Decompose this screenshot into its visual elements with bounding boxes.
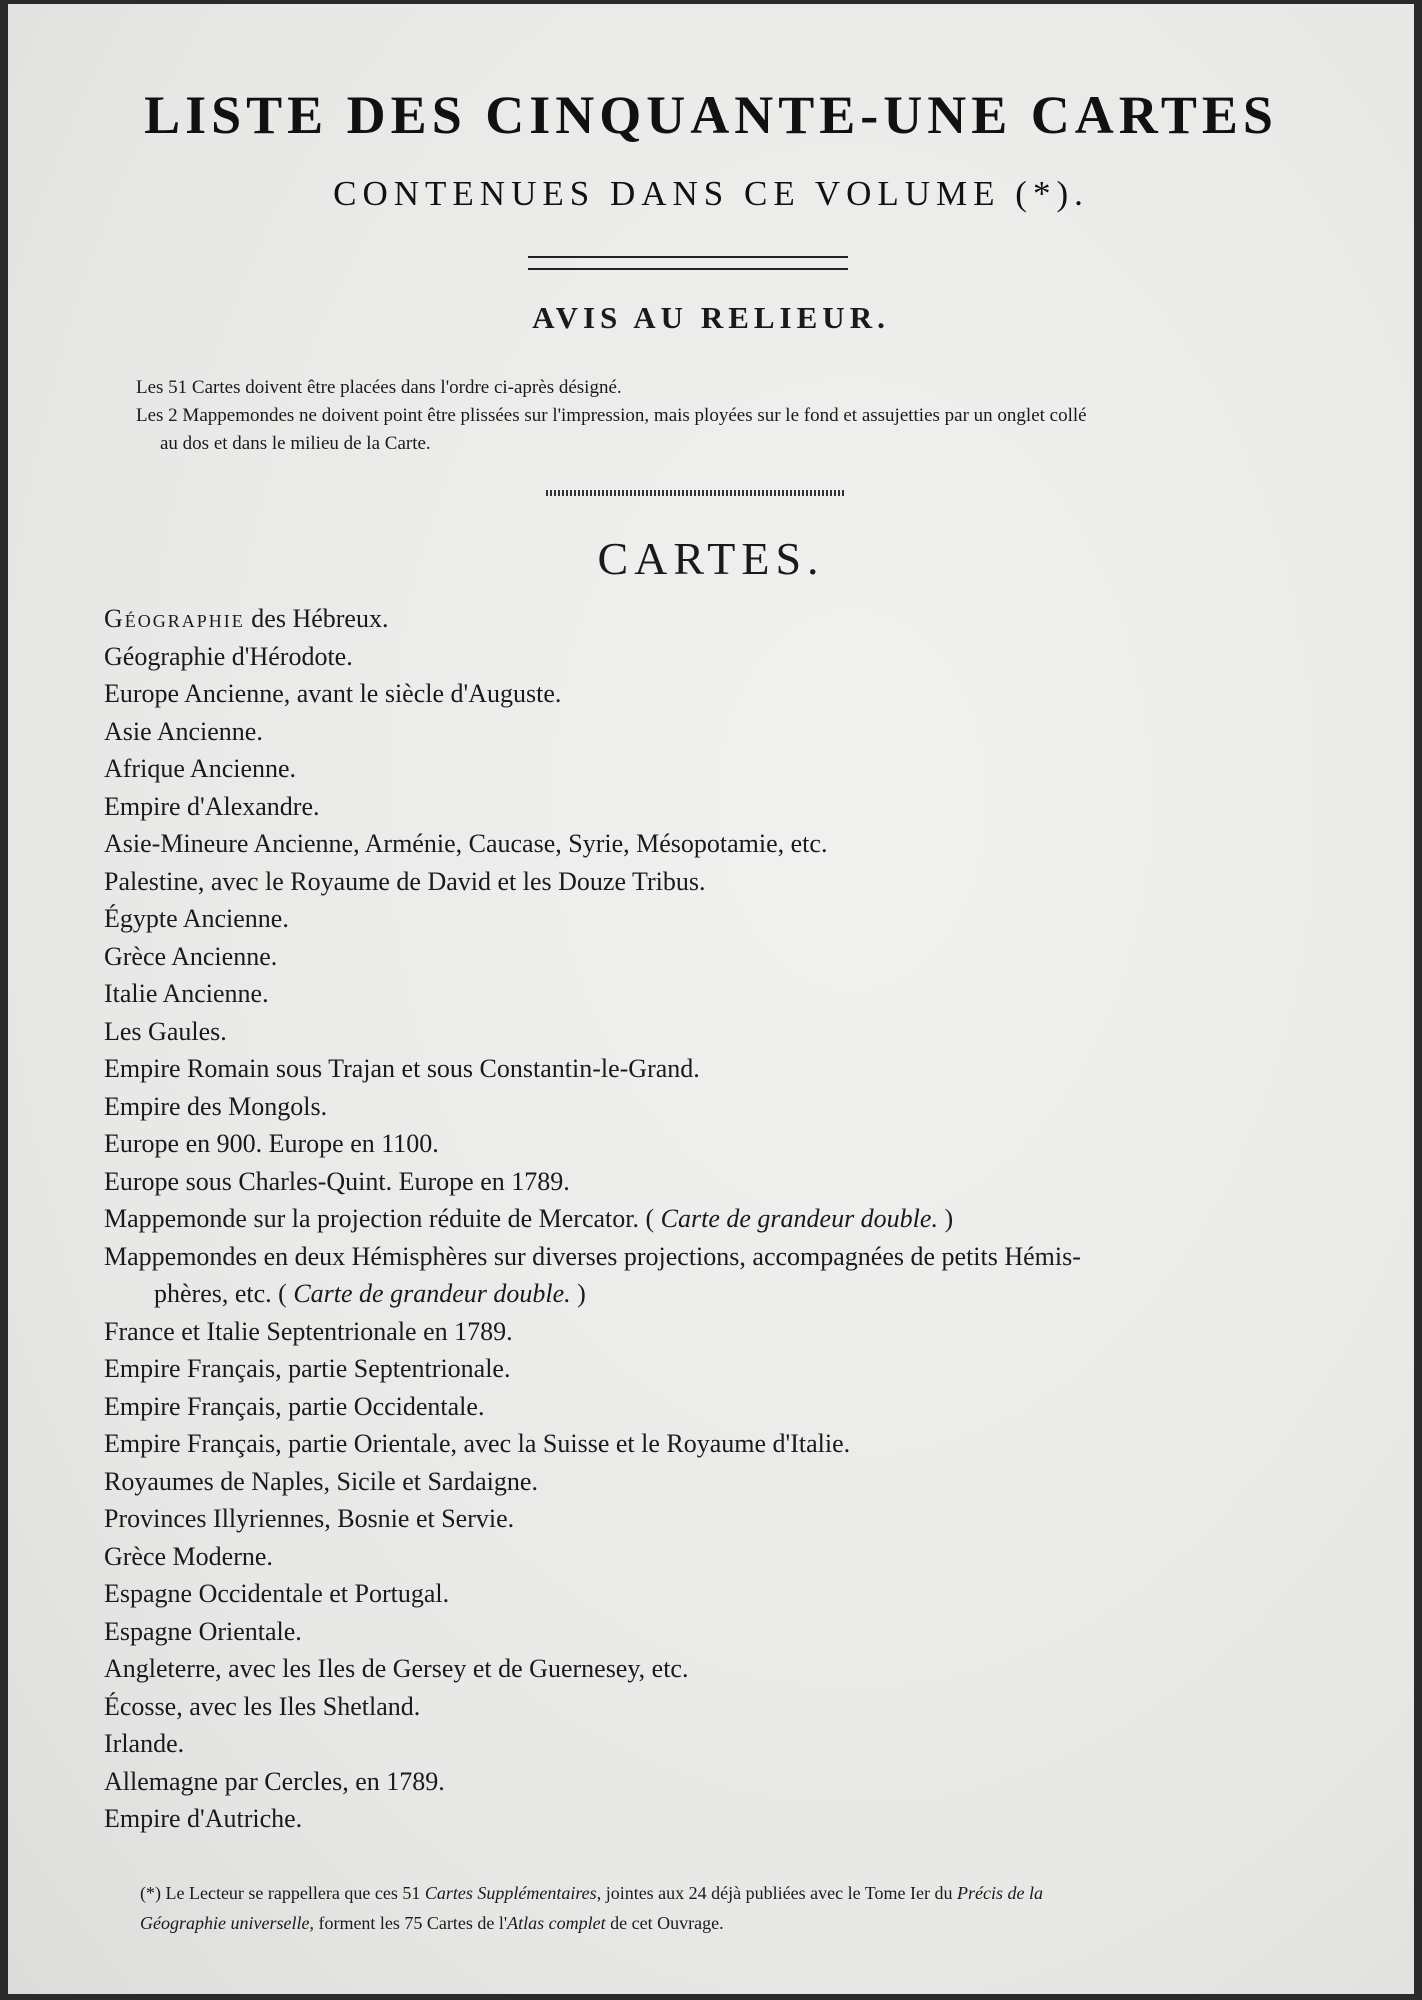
list-item: Espagne Occidentale et Portugal. <box>104 1579 450 1608</box>
list-item <box>104 1200 1334 1238</box>
list-item: Empire des Mongols. <box>104 1091 328 1121</box>
avis-heading: AVIS AU RELIEUR. <box>532 300 890 335</box>
list-item: Angleterre, avec les Iles de Gersey et de Guernesey, etc. <box>104 1654 689 1683</box>
hemis-close: ) <box>577 1279 586 1308</box>
hemis-continuation <box>104 1275 1334 1313</box>
list-item: Empire Romain sous Trajan et sous Constantin-le-Grand. <box>104 1054 700 1083</box>
first-rest: des Hébreux. <box>244 604 389 633</box>
list-item: France et Italie Septentrionale en 1789. <box>104 1316 513 1346</box>
double-rule-divider <box>528 256 848 270</box>
list-item: Provinces Illyriennes, Bosnie et Servie. <box>104 1504 515 1533</box>
footnote-text: , forment les 75 Cartes de l' <box>309 1913 508 1933</box>
avis-line: au dos et dans le milieu de la Carte. <box>160 433 431 454</box>
footnote-line <box>140 1878 1320 1908</box>
footnote-italic: Cartes Supplémentaires <box>424 1883 597 1903</box>
list-item: Empire Français, partie Occidentale. <box>104 1391 485 1421</box>
list-item: Écosse, avec les Iles Shetland. <box>104 1691 421 1721</box>
mercator-text: Mappemonde sur la projection réduite de Mercator. ( <box>104 1204 655 1233</box>
footnote-text: de cet Ouvrage. <box>605 1913 724 1933</box>
list-item: Empire d'Autriche. <box>104 1804 303 1833</box>
footnote-italic: Atlas complet <box>507 1913 606 1933</box>
list-item: Europe Ancienne, avant le siècle d'Auguste. <box>104 679 562 708</box>
list-item: Europe en 900. Europe en 1100. <box>104 1129 439 1158</box>
list-item: Empire Français, partie Orientale, avec la Suisse et le Royaume d'Italie. <box>104 1429 851 1458</box>
footnote-text: , jointes aux 24 déjà publiées avec le Tome Ier du <box>596 1883 957 1903</box>
list-item: Palestine, avec le Royaume de David et les Douze Tribus. <box>104 866 706 896</box>
list-item: Allemagne par Cercles, en 1789. <box>104 1766 445 1796</box>
list-item: Irlande. <box>104 1729 185 1758</box>
page-title: LISTE DES CINQUANTE-UNE CARTES <box>144 85 1278 145</box>
list-item: Italie Ancienne. <box>104 979 269 1008</box>
first-word: Géographie <box>104 604 245 633</box>
list-item: Royaumes de Naples, Sicile et Sardaigne. <box>104 1466 538 1496</box>
list-item: Asie-Mineure Ancienne, Arménie, Caucase, Syrie, Mésopotamie, etc. <box>104 829 828 858</box>
list-item: Grèce Moderne. <box>104 1541 273 1571</box>
footnote <box>140 1878 1320 1938</box>
ornamental-divider <box>546 490 846 496</box>
list-item: Égypte Ancienne. <box>104 904 289 933</box>
hemis-italic: Carte de grandeur double. <box>293 1279 571 1308</box>
book-page <box>8 4 1414 1994</box>
mercator-close: ) <box>944 1204 954 1233</box>
list-item: Empire Français, partie Septentrionale. <box>104 1354 511 1383</box>
footnote-text: (*) Le Lecteur se rappellera que ces 51 <box>140 1883 425 1903</box>
mercator-italic: Carte de grandeur double. <box>660 1204 938 1233</box>
list-item: Géographie d'Hérodote. <box>104 641 353 671</box>
avis-text <box>136 374 1316 458</box>
avis-line: Les 51 Cartes doivent être placées dans l'ordre ci-après désigné. <box>136 377 622 398</box>
footnote-italic: Géographie universelle <box>140 1913 310 1933</box>
list-item <box>104 1238 1334 1313</box>
hemis-line1: Mappemondes en deux Hémisphères sur diverses projections, accompagnées de petits Hémis- <box>104 1241 1081 1271</box>
cartes-list <box>104 600 1334 1838</box>
hemis-line2: phères, etc. ( <box>154 1279 287 1308</box>
list-item: Les Gaules. <box>104 1016 227 1046</box>
list-item: Empire d'Alexandre. <box>104 791 320 821</box>
footnote-line <box>140 1908 1320 1938</box>
list-item: Asie Ancienne. <box>104 716 263 746</box>
cartes-heading: CARTES. <box>597 533 825 584</box>
list-item: Grèce Ancienne. <box>104 941 278 971</box>
list-item: Europe sous Charles-Quint. Europe en 1789. <box>104 1166 570 1196</box>
list-item: Espagne Orientale. <box>104 1616 302 1646</box>
footnote-italic: Précis de la <box>956 1883 1043 1903</box>
page-subtitle: CONTENUES DANS CE VOLUME (*). <box>333 174 1089 213</box>
avis-line: Les 2 Mappemondes ne doivent point être plissées sur l'impression, mais ployées sur le fond et assujetties par un onglet collé <box>136 405 1087 426</box>
list-item: Afrique Ancienne. <box>104 754 297 783</box>
list-item <box>104 600 1334 638</box>
